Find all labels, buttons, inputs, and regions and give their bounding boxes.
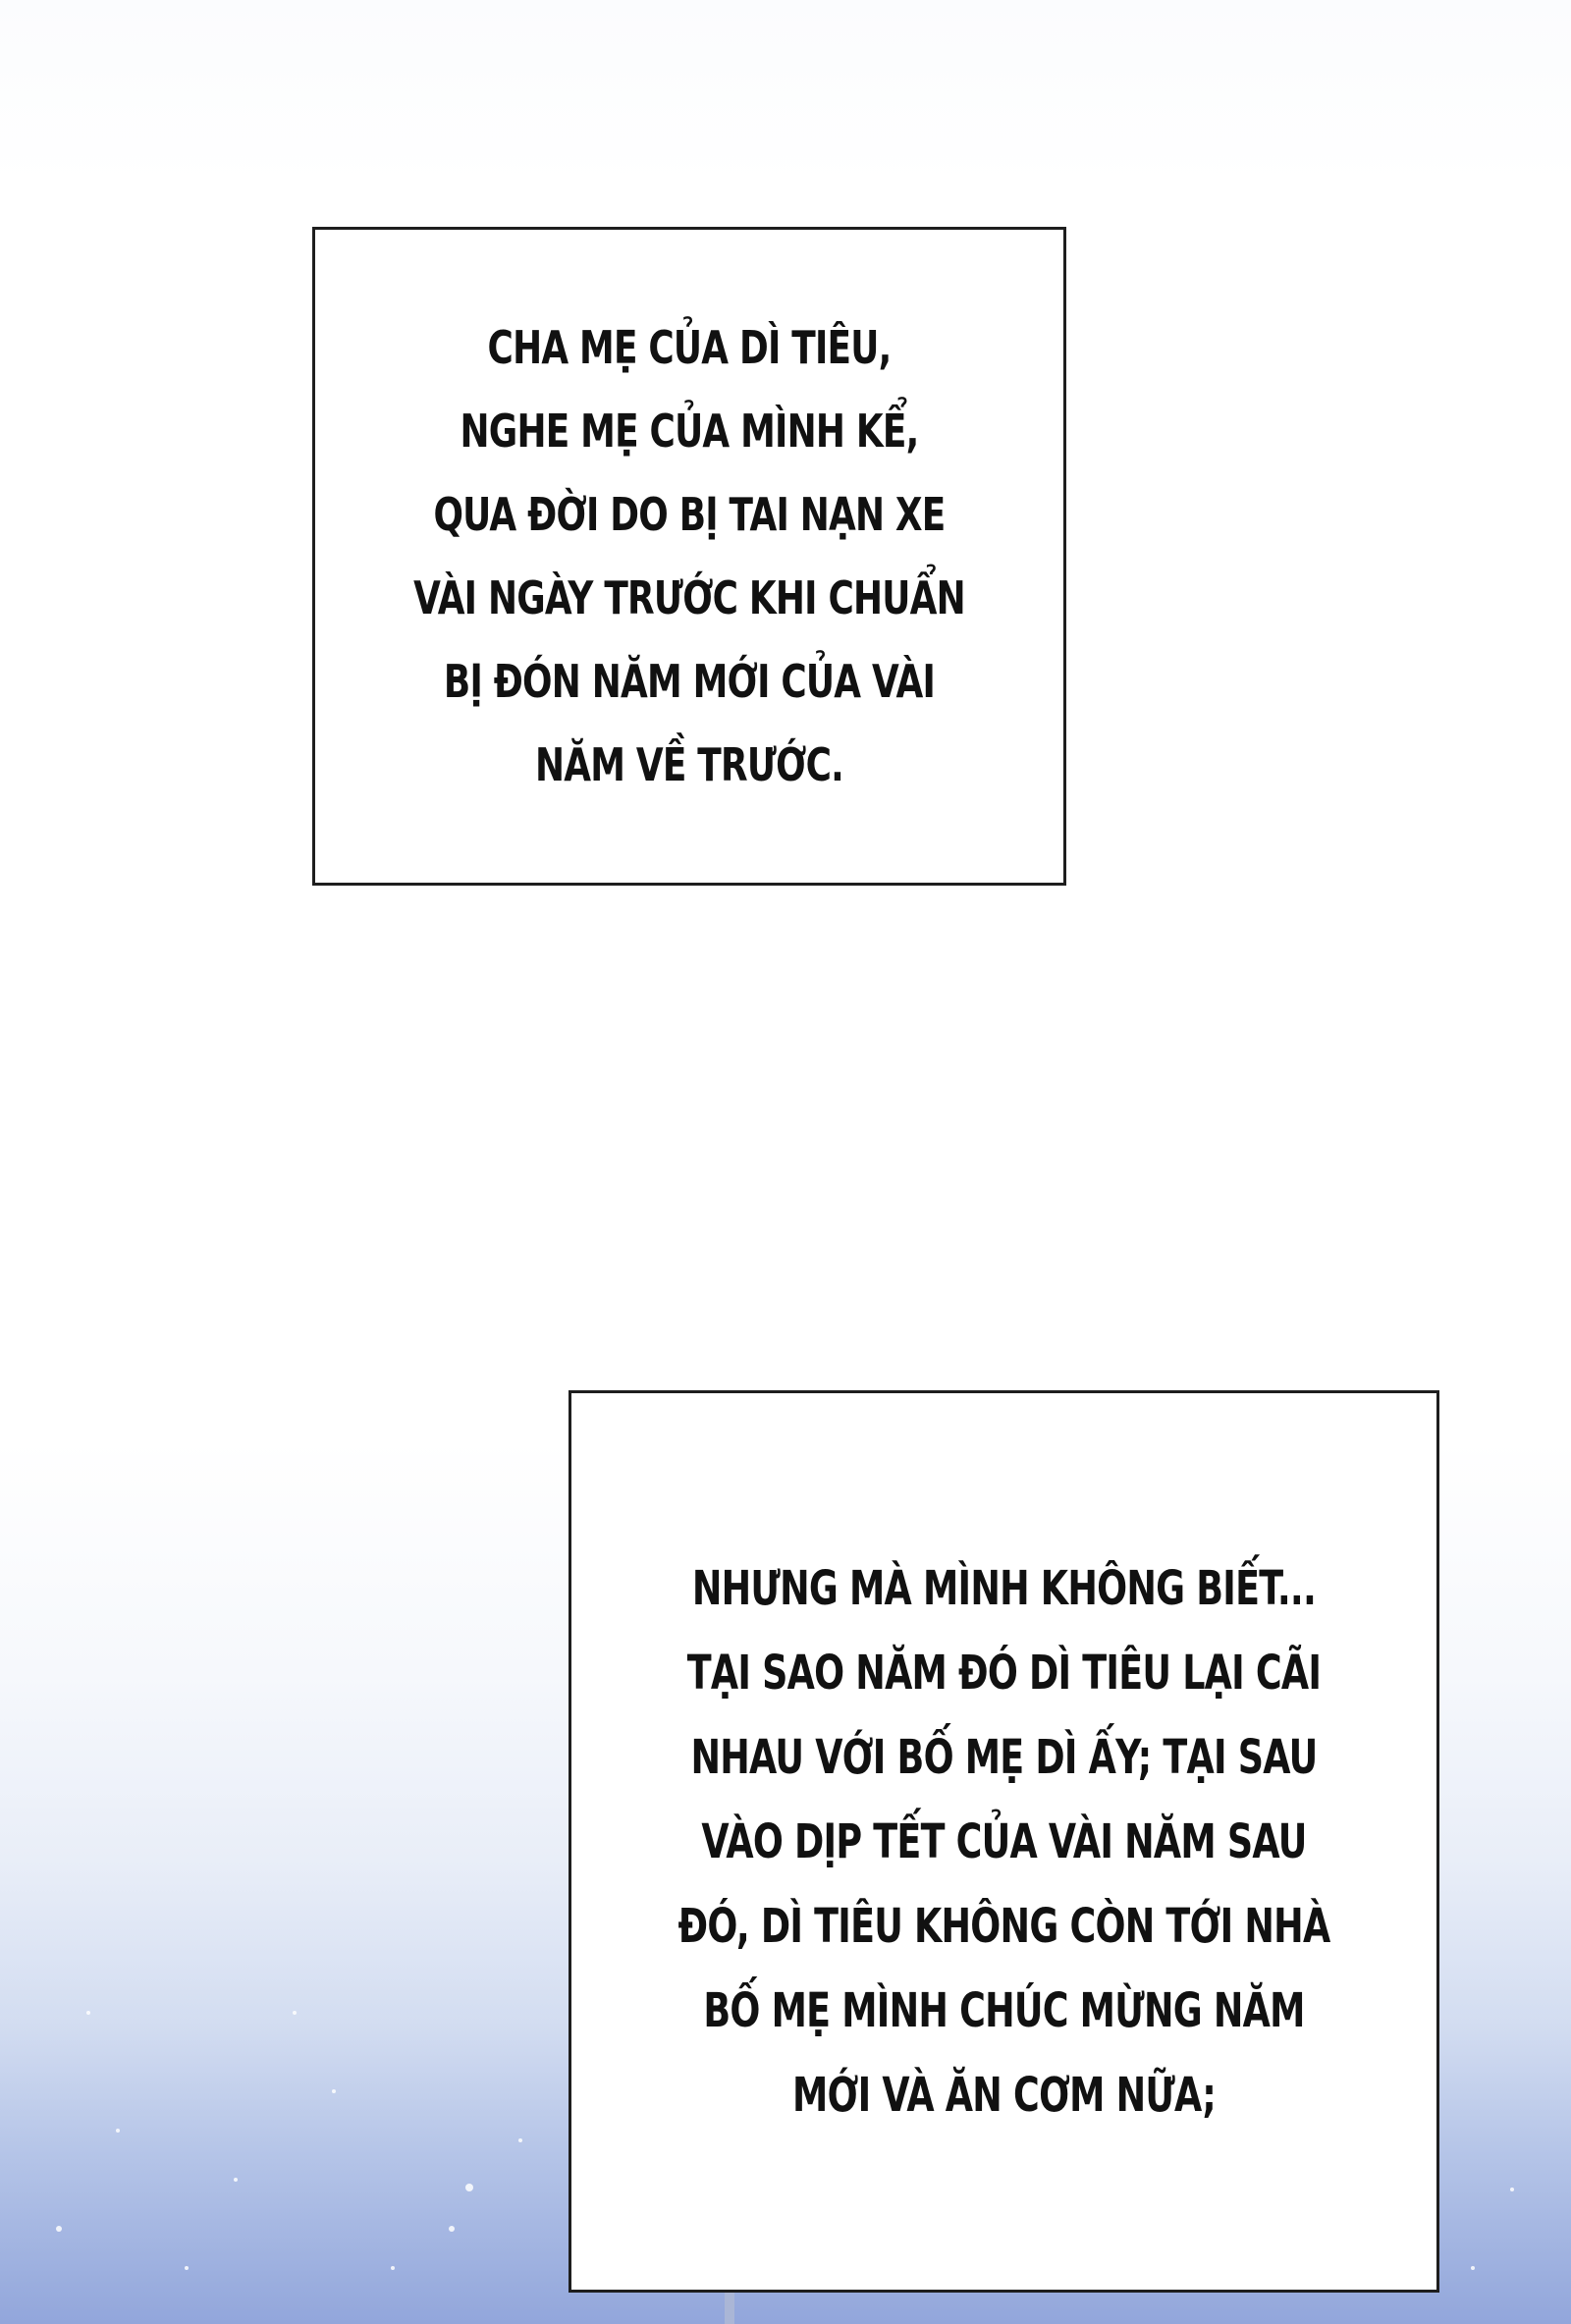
caption-box-2: [569, 1390, 1439, 2293]
caption-1-text: [398, 306, 981, 807]
caption-line: CHA MẸ CỦA DÌ TIÊU,: [487, 320, 892, 374]
caption-line: NHAU VỚI BỐ MẸ DÌ ẤY; TẠI SAU: [690, 1729, 1318, 1785]
caption-line: ĐÓ, DÌ TIÊU KHÔNG CÒN TỚI NHÀ: [677, 1898, 1330, 1954]
signpost-pole: [725, 2293, 734, 2324]
caption-line: NGHE MẸ CỦA MÌNH KỂ,: [460, 404, 919, 458]
caption-2-text: [676, 1546, 1333, 2137]
caption-line: TẠI SAO NĂM ĐÓ DÌ TIÊU LẠI CÃI: [686, 1645, 1322, 1701]
caption-line: NĂM VỀ TRƯỚC.: [534, 737, 843, 791]
caption-line: VÀO DỊP TẾT CỦA VÀI NĂM SAU: [701, 1813, 1307, 1869]
caption-line: NHƯNG MÀ MÌNH KHÔNG BIẾT...: [691, 1560, 1317, 1616]
caption-box-1: [312, 227, 1066, 886]
caption-line: QUA ĐỜI DO BỊ TAI NẠN XE: [433, 487, 946, 541]
caption-line: BỐ MẸ MÌNH CHÚC MỪNG NĂM: [703, 1982, 1305, 2038]
caption-line: VÀI NGÀY TRƯỚC KHI CHUẨN: [413, 570, 965, 624]
caption-line: BỊ ĐÓN NĂM MỚI CỦA VÀI: [443, 654, 936, 708]
caption-line: MỚI VÀ ĂN CƠM NỮA;: [791, 2067, 1217, 2123]
